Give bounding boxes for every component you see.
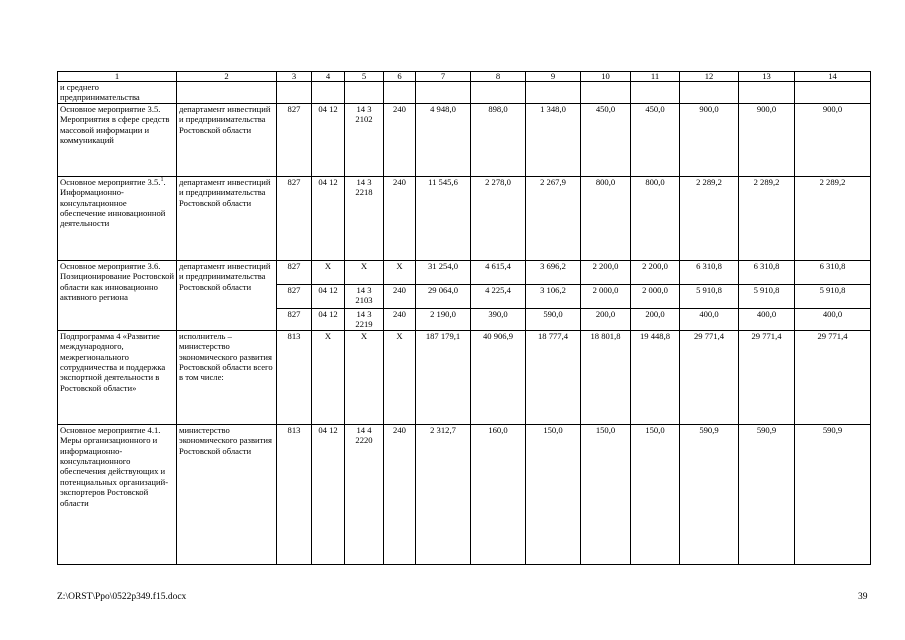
value-cell: 14 3 2102 [345, 103, 384, 176]
header-cell: 7 [416, 72, 471, 82]
value-cell: 240 [384, 308, 416, 330]
value-cell: 31 254,0 [416, 260, 471, 284]
table-row [58, 424, 871, 564]
value-cell: 18 777,4 [526, 330, 581, 424]
file-path: Z:\ORST\Ppo\0522p349.f15.docx [57, 592, 187, 602]
value-cell: 2 289,2 [739, 176, 795, 260]
row-title: Основное мероприятие 3.6. Позиционирование Ростовской области как инновационно активного региона [58, 260, 177, 330]
table-row [58, 103, 871, 176]
value-cell: 1 348,0 [526, 103, 581, 176]
value-cell: 04 12 [312, 424, 345, 564]
value-cell: 390,0 [471, 308, 526, 330]
value-cell: 4 948,0 [416, 103, 471, 176]
value-cell: 6 310,8 [739, 260, 795, 284]
value-cell: 827 [277, 260, 312, 284]
value-cell: 900,0 [739, 103, 795, 176]
row-title: Основное мероприятие 4.1. Меры организационного и информационно-консультационного обеспечения действующих и потенциальных организаций-экспортеров Ростовской области [58, 424, 177, 564]
table-row [58, 82, 871, 104]
value-cell: 6 310,8 [795, 260, 871, 284]
header-cell: 11 [631, 72, 680, 82]
value-cell: X [312, 260, 345, 284]
value-cell: 150,0 [631, 424, 680, 564]
value-cell: 900,0 [680, 103, 739, 176]
value-cell: 2 200,0 [631, 260, 680, 284]
page-number: 39 [858, 592, 868, 602]
row-title-sup: 1 [160, 176, 164, 183]
value-cell: 590,9 [680, 424, 739, 564]
value-cell: 150,0 [526, 424, 581, 564]
value-cell: 160,0 [471, 424, 526, 564]
row-executor: министерство экономического развития Ростовской области [177, 424, 277, 564]
row-title: Основное мероприятие 3.5. Мероприятия в сфере средств массовой информации и коммуникаций [58, 103, 177, 176]
value-cell: 400,0 [795, 308, 871, 330]
value-cell: 04 12 [312, 284, 345, 308]
value-cell: 240 [384, 103, 416, 176]
table-header-row [58, 72, 871, 82]
value-cell: 4 615,4 [471, 260, 526, 284]
table-row [58, 176, 871, 260]
value-cell: 813 [277, 424, 312, 564]
value-cell: 450,0 [631, 103, 680, 176]
value-cell: 6 310,8 [680, 260, 739, 284]
value-cell: 400,0 [680, 308, 739, 330]
value-cell: 240 [384, 284, 416, 308]
row-executor: департамент инвестиций и предпринимательства Ростовской области [177, 176, 277, 260]
value-cell: 2 289,2 [795, 176, 871, 260]
row-title-rest: . Информационно-консультационное обеспечение инновационной деятельности [60, 176, 166, 229]
value-cell: 29 771,4 [680, 330, 739, 424]
header-cell: 1 [58, 72, 177, 82]
value-cell: 2 267,9 [526, 176, 581, 260]
header-cell: 4 [312, 72, 345, 82]
value-cell: 400,0 [739, 308, 795, 330]
value-cell: 5 910,8 [795, 284, 871, 308]
value-cell: 813 [277, 330, 312, 424]
value-cell: 900,0 [795, 103, 871, 176]
value-cell: X [384, 260, 416, 284]
value-cell: 450,0 [581, 103, 631, 176]
value-cell: 800,0 [631, 176, 680, 260]
value-cell: 3 696,2 [526, 260, 581, 284]
value-cell: 29 771,4 [795, 330, 871, 424]
value-cell: 590,0 [526, 308, 581, 330]
value-cell: 187 179,1 [416, 330, 471, 424]
header-cell: 8 [471, 72, 526, 82]
budget-table [57, 71, 871, 565]
value-cell: 14 4 2220 [345, 424, 384, 564]
value-cell: 2 200,0 [581, 260, 631, 284]
row-title: Подпрограмма 4 «Развитие международного, межрегионального сотрудничества и поддержка экспортной деятельности в Ростовской области» [58, 330, 177, 424]
value-cell: 240 [384, 176, 416, 260]
value-cell: X [345, 330, 384, 424]
value-cell: 11 545,6 [416, 176, 471, 260]
value-cell: X [345, 260, 384, 284]
value-cell: 240 [384, 424, 416, 564]
value-cell: 827 [277, 284, 312, 308]
header-cell: 2 [177, 72, 277, 82]
header-cell: 5 [345, 72, 384, 82]
value-cell: 2 000,0 [581, 284, 631, 308]
row-executor: департамент инвестиций и предпринимательства Ростовской области [177, 103, 277, 176]
value-cell: 200,0 [581, 308, 631, 330]
header-cell: 12 [680, 72, 739, 82]
table-row [58, 260, 871, 284]
value-cell: 04 12 [312, 308, 345, 330]
value-cell: 4 225,4 [471, 284, 526, 308]
value-cell: 14 3 2218 [345, 176, 384, 260]
value-cell: 800,0 [581, 176, 631, 260]
value-cell: 2 289,2 [680, 176, 739, 260]
value-cell: 590,9 [795, 424, 871, 564]
value-cell: 827 [277, 308, 312, 330]
row-title: и среднего предпринимательства [58, 82, 177, 104]
header-cell: 13 [739, 72, 795, 82]
value-cell: 898,0 [471, 103, 526, 176]
value-cell: 2 312,7 [416, 424, 471, 564]
value-cell: 590,9 [739, 424, 795, 564]
value-cell: 40 906,9 [471, 330, 526, 424]
value-cell: 18 801,8 [581, 330, 631, 424]
value-cell: 19 448,8 [631, 330, 680, 424]
value-cell: X [312, 330, 345, 424]
value-cell: 14 3 2219 [345, 308, 384, 330]
value-cell: 2 000,0 [631, 284, 680, 308]
header-cell: 14 [795, 72, 871, 82]
value-cell: X [384, 330, 416, 424]
row-executor: департамент инвестиций и предпринимательства Ростовской области [177, 260, 277, 330]
header-cell: 6 [384, 72, 416, 82]
value-cell: 04 12 [312, 176, 345, 260]
value-cell: 2 278,0 [471, 176, 526, 260]
value-cell: 29 771,4 [739, 330, 795, 424]
value-cell: 150,0 [581, 424, 631, 564]
row-executor: исполнитель – министерство экономического развития Ростовской области всего в том числе: [177, 330, 277, 424]
value-cell: 827 [277, 103, 312, 176]
value-cell: 29 064,0 [416, 284, 471, 308]
value-cell: 04 12 [312, 103, 345, 176]
header-cell: 3 [277, 72, 312, 82]
value-cell: 3 106,2 [526, 284, 581, 308]
header-cell: 9 [526, 72, 581, 82]
value-cell: 5 910,8 [739, 284, 795, 308]
header-cell: 10 [581, 72, 631, 82]
row-title [58, 176, 177, 260]
value-cell: 14 3 2103 [345, 284, 384, 308]
value-cell: 200,0 [631, 308, 680, 330]
value-cell: 827 [277, 176, 312, 260]
row-title-main: Основное мероприятие 3.5. [60, 176, 161, 187]
table-row [58, 330, 871, 424]
value-cell: 5 910,8 [680, 284, 739, 308]
value-cell: 2 190,0 [416, 308, 471, 330]
